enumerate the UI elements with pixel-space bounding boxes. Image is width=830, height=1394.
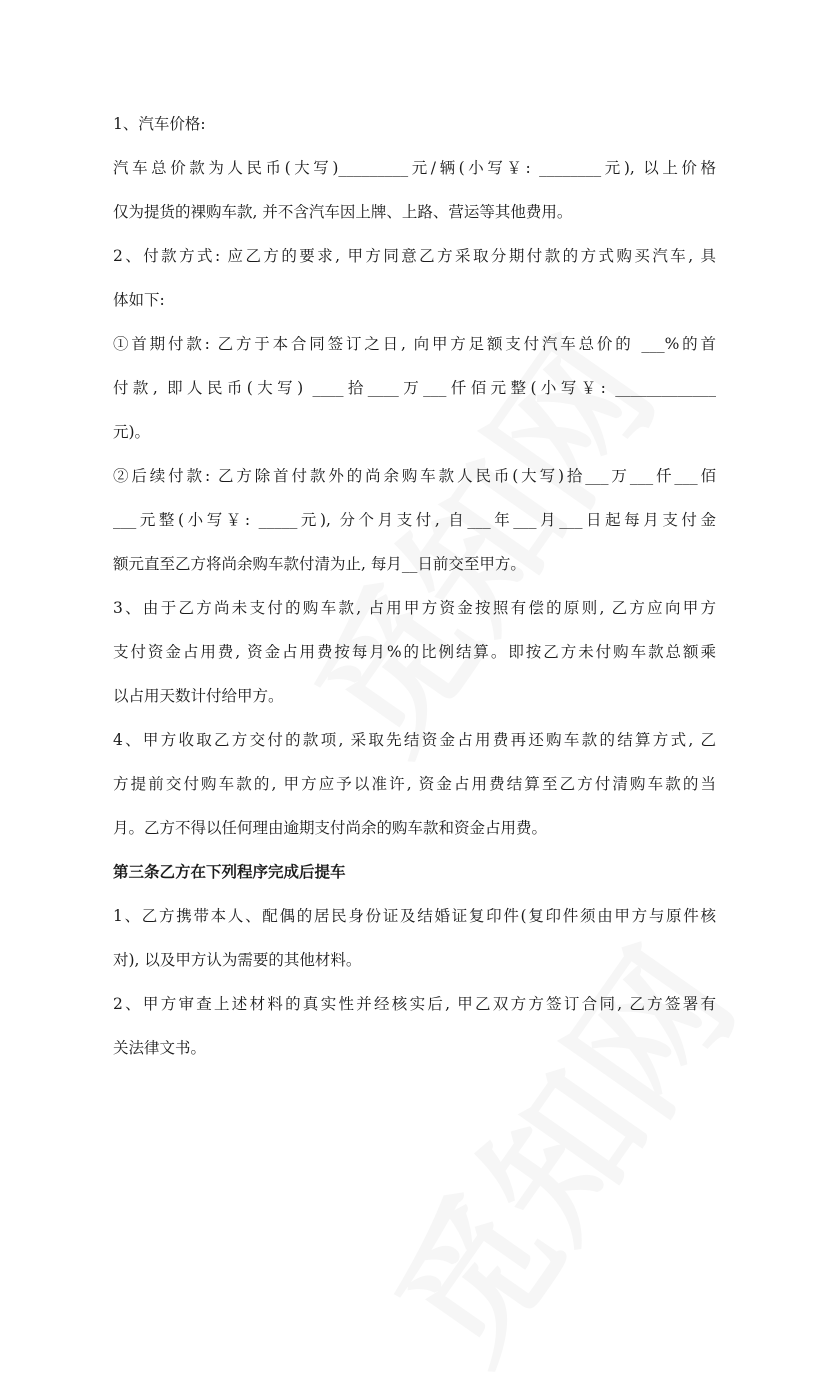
paragraph [113,592,716,724]
paragraph [113,900,716,988]
text-line: ②后续付款: 乙方除首付款外的尚余购车款人民币(大写)拾___万___仟___佰 [113,467,716,485]
text-line: 3、由于乙方尚未支付的购车款, 占用甲方资金按照有偿的原则, 乙方应向甲方 [113,599,716,617]
text-line: 方提前交付购车款的, 甲方应予以准许, 资金占用费结算至乙方付清购车款的当 [113,775,716,793]
text-line: 体如下: [113,291,165,309]
text-line: 关法律文书。 [113,1039,207,1057]
paragraph [113,460,716,592]
text-line: 额元直至乙方将尚余购车款付清为止, 每月__日前交至甲方。 [113,555,526,573]
text-line: 付款, 即人民币(大写) ____拾____万___仟佰元整(小写￥: _____________ [113,379,716,397]
document-body [113,108,716,1076]
text-line: 仅为提货的裸购车款, 并不含汽车因上牌、上路、营运等其他费用。 [113,203,573,221]
text-line: ___元整(小写￥: _____元), 分个月支付, 自___年___月___日起每月支付金 [113,511,716,529]
text-line: 支付资金占用费, 资金占用费按每月%的比例结算。即按乙方未付购车款总额乘 [113,643,716,661]
paragraph [113,108,716,152]
paragraph [113,328,716,460]
text-line: 月。乙方不得以任何理由逾期支付尚余的购车款和资金占用费。 [113,819,548,837]
text-line: 2、甲方审查上述材料的真实性并经核实后, 甲乙双方方签订合同, 乙方签署有 [113,995,716,1013]
text-line: 汽车总价款为人民币(大写)_________元/辆(小写￥: ________元), 以上价格 [113,159,716,177]
text-line: 2、付款方式: 应乙方的要求, 甲方同意乙方采取分期付款的方式购买汽车, 具 [113,247,716,265]
paragraph [113,240,716,328]
text-line: 元)。 [113,423,151,441]
text-line: 1、乙方携带本人、配偶的居民身份证及结婚证复印件(复印件须由甲方与原件核 [113,907,716,925]
section-heading [113,856,716,900]
text-line: ①首期付款: 乙方于本合同签订之日, 向甲方足额支付汽车总价的 ___%的首 [113,335,716,353]
text-line: 1、汽车价格: [113,115,206,133]
text-line: 4、甲方收取乙方交付的款项, 采取先结资金占用费再还购车款的结算方式, 乙 [113,731,716,749]
text-line: 第三条乙方在下列程序完成后提车 [113,862,346,881]
paragraph [113,988,716,1076]
paragraph [113,724,716,856]
paragraph [113,152,716,240]
text-line: 以占用天数计付给甲方。 [113,687,284,705]
text-line: 对), 以及甲方认为需要的其他材料。 [113,951,362,969]
